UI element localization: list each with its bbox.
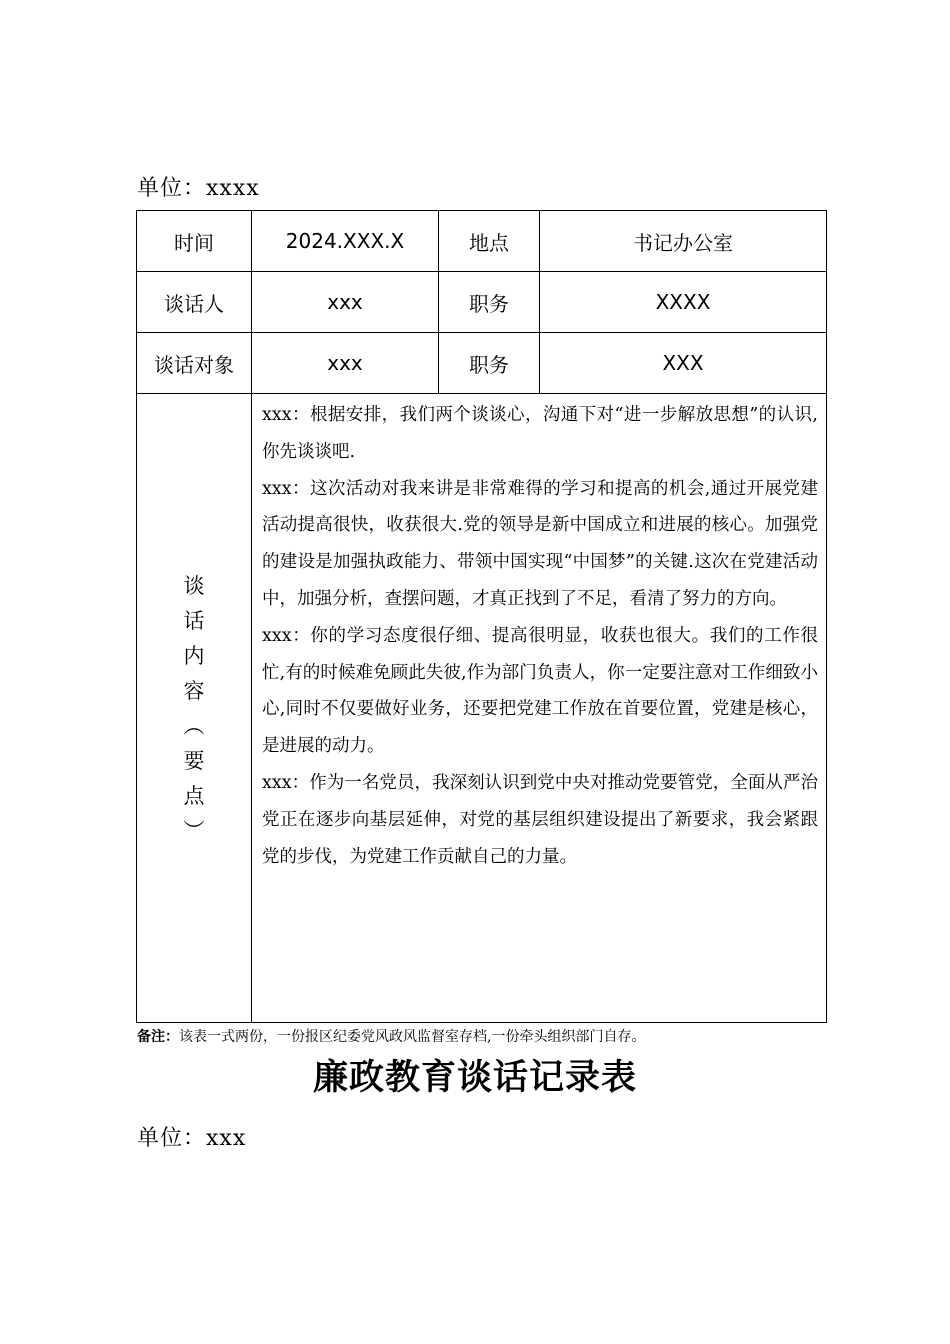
speaker-position-label: 职务 (439, 272, 540, 333)
unit-value: xxx (206, 1126, 247, 1151)
content-paragraph: xxx：根据安排，我们两个谈谈心，沟通下对“进一步解放思想”的认识,你先谈谈吧. (262, 405, 818, 462)
speaker-label: 谈话人 (137, 272, 252, 333)
content-label-char: ︵ (183, 713, 205, 738)
content-paragraph: xxx：作为一名党员，我深刻认识到党中央对推动党要管党，全面从严治党正在逐步向基层延伸，对党的基层组织建设提出了新要求，我会紧跟党的步伐，为党建工作贡献自己的力量。 (262, 772, 818, 867)
subject-position-value: XXX (540, 333, 827, 394)
remark-label: 备注： (137, 1029, 179, 1045)
subject-value: xxx (252, 333, 439, 394)
location-label: 地点 (439, 211, 540, 272)
content-label-char: 容 (183, 678, 205, 703)
footer-unit-line (137, 1121, 246, 1152)
content-paragraph: xxx：你的学习态度很仔细、提高很明显，收获也很大。我们的工作很忙,有的时候难免顾此失彼,作为部门负责人，你一定要注意对工作细致小心,同时不仅要做好业务，还要把党建工作放在首要位置，党建是核心，是进展的动力。 (262, 625, 818, 757)
remark-note (137, 1026, 645, 1046)
content-label-char: 要 (183, 748, 205, 773)
speaker-position-value: XXXX (540, 272, 827, 333)
remark-text: 该表一式两份，一份报区纪委党风政风监督室存档,一份牵头组织部门自存。 (179, 1029, 646, 1045)
subject-position-label: 职务 (439, 333, 540, 394)
unit-value: xxxx (206, 176, 260, 201)
content-text (252, 394, 826, 875)
table-row-speaker (137, 272, 827, 333)
document-title: 廉政教育谈话记录表 (312, 1057, 637, 1098)
time-label: 时间 (137, 211, 252, 272)
content-label-vertical (137, 572, 251, 845)
unit-label: 单位： (137, 176, 207, 201)
content-label-char: 谈 (183, 573, 205, 598)
content-text-cell (252, 394, 827, 1023)
location-value: 书记办公室 (540, 211, 827, 272)
content-paragraph: xxx：这次活动对我来讲是非常难得的学习和提高的机会,通过开展党建活动提高很快，收获很大.党的领导是新中国成立和进展的核心。加强党的建设是加强执政能力、带领中国实现“中国梦”的关键.这次在党建活动中，加强分析，查摆问题，才真正找到了不足，看清了努力的方向。 (262, 478, 818, 609)
speaker-value: xxx (252, 272, 439, 333)
time-value: 2024.XXX.X (252, 211, 439, 272)
content-label-char: 点 (183, 783, 205, 808)
content-label-char: 话 (183, 608, 205, 633)
content-label-char: ︶ (183, 818, 205, 843)
subject-label: 谈话对象 (137, 333, 252, 394)
talk-record-table (136, 210, 827, 1023)
table-row-content (137, 394, 827, 1023)
unit-label: 单位： (137, 1126, 207, 1151)
content-label-char: 内 (183, 643, 205, 668)
table-row-time (137, 211, 827, 272)
content-label (137, 394, 252, 1023)
unit-line (137, 171, 260, 202)
table-row-subject (137, 333, 827, 394)
